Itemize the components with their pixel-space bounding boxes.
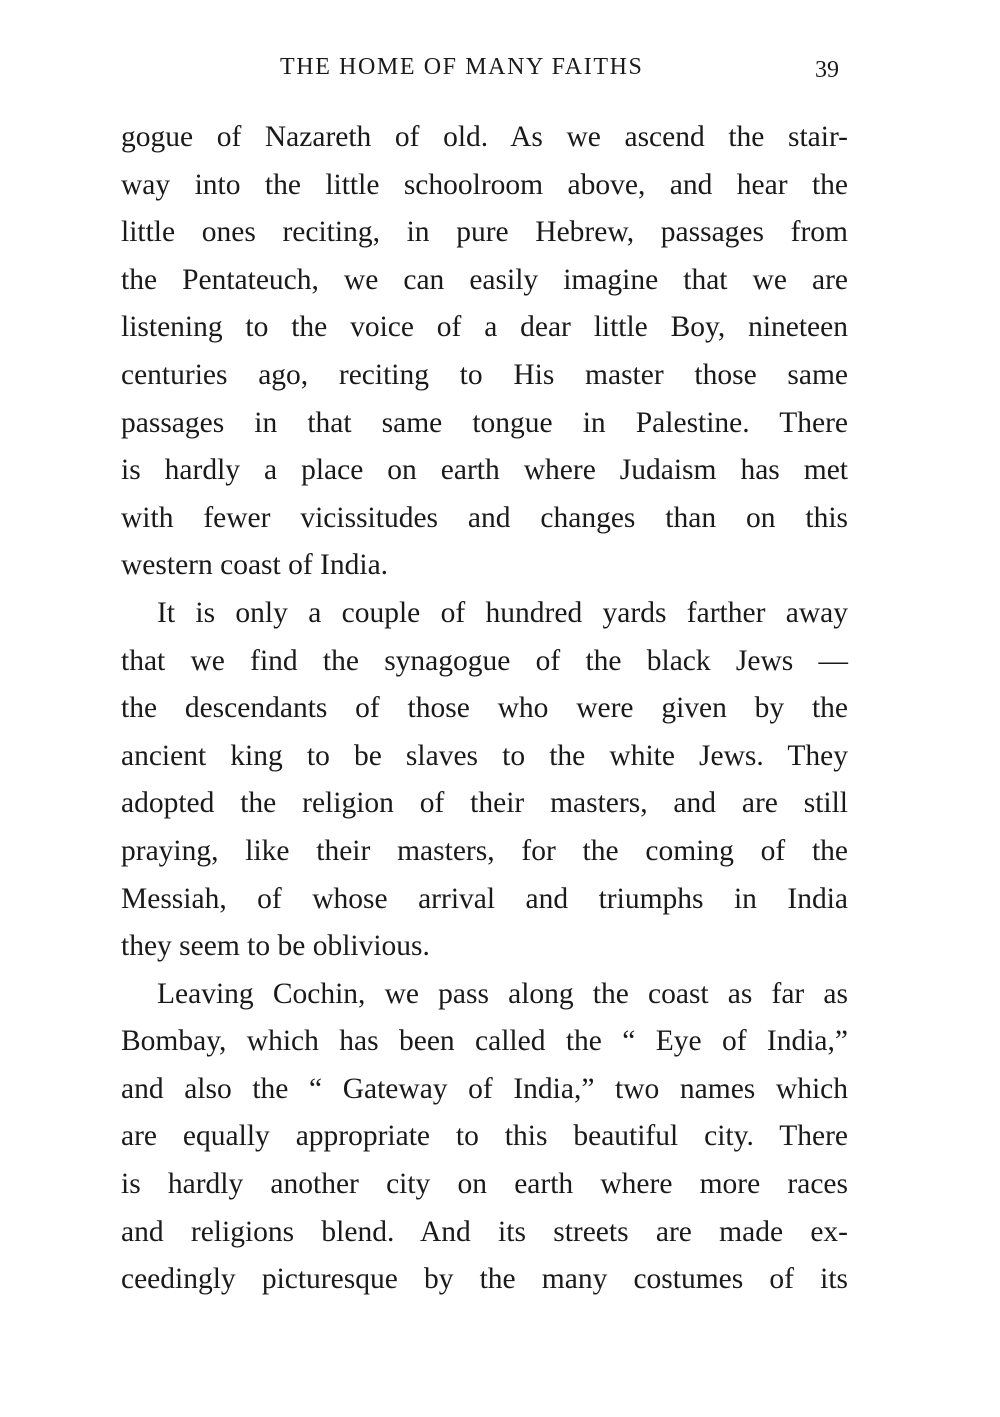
text-line: that we find the synagogue of the black Jews — bbox=[121, 644, 848, 677]
text-line: Leaving Cochin, we pass along the coast as far as bbox=[157, 977, 848, 1010]
paragraph-3 bbox=[121, 971, 848, 1304]
running-title: THE HOME OF MANY FAITHS bbox=[280, 54, 644, 80]
page-number: 39 bbox=[815, 57, 839, 83]
text-line: and religions blend. And its streets are made ex- bbox=[121, 1215, 848, 1248]
text-line: is hardly another city on earth where more races bbox=[121, 1168, 848, 1201]
text-line: It is only a couple of hundred yards farther away bbox=[157, 596, 848, 629]
text-line: passages in that same tongue in Palestine. There bbox=[121, 406, 848, 439]
text-line: gogue of Nazareth of old. As we ascend the stair- bbox=[121, 121, 848, 153]
text-line: Bombay, which has been called the “ Eye of India,” bbox=[121, 1025, 848, 1058]
text-line: way into the little schoolroom above, and hear the bbox=[121, 168, 848, 201]
text-line: and also the “ Gateway of India,” two names which bbox=[121, 1072, 848, 1105]
text-line: listening to the voice of a dear little Boy, nineteen bbox=[121, 311, 848, 344]
text-line: ancient king to be slaves to the white Jews. They bbox=[121, 739, 848, 772]
text-line: the Pentateuch, we can easily imagine that we are bbox=[121, 263, 848, 296]
text-line: centuries ago, reciting to His master those same bbox=[121, 358, 848, 391]
text-line: is hardly a place on earth where Judaism has met bbox=[121, 454, 848, 487]
text-line: are equally appropriate to this beautiful city. There bbox=[121, 1120, 848, 1153]
text-line: little ones reciting, in pure Hebrew, passages from bbox=[121, 216, 848, 249]
body-text bbox=[121, 114, 848, 1304]
text-line: adopted the religion of their masters, and are still bbox=[121, 787, 848, 820]
text-line: the descendants of those who were given by the bbox=[121, 692, 848, 725]
running-head bbox=[0, 52, 1000, 86]
paragraph-2 bbox=[121, 590, 848, 971]
paragraph-1 bbox=[121, 114, 848, 590]
text-line: they seem to be oblivious. bbox=[121, 930, 430, 963]
text-line: Messiah, of whose arrival and triumphs in India bbox=[121, 882, 848, 915]
text-line: ceedingly picturesque by the many costumes of its bbox=[121, 1263, 848, 1296]
text-line: praying, like their masters, for the coming of the bbox=[121, 834, 848, 867]
text-line: western coast of India. bbox=[121, 549, 389, 582]
text-line: with fewer vicissitudes and changes than on this bbox=[121, 501, 848, 534]
